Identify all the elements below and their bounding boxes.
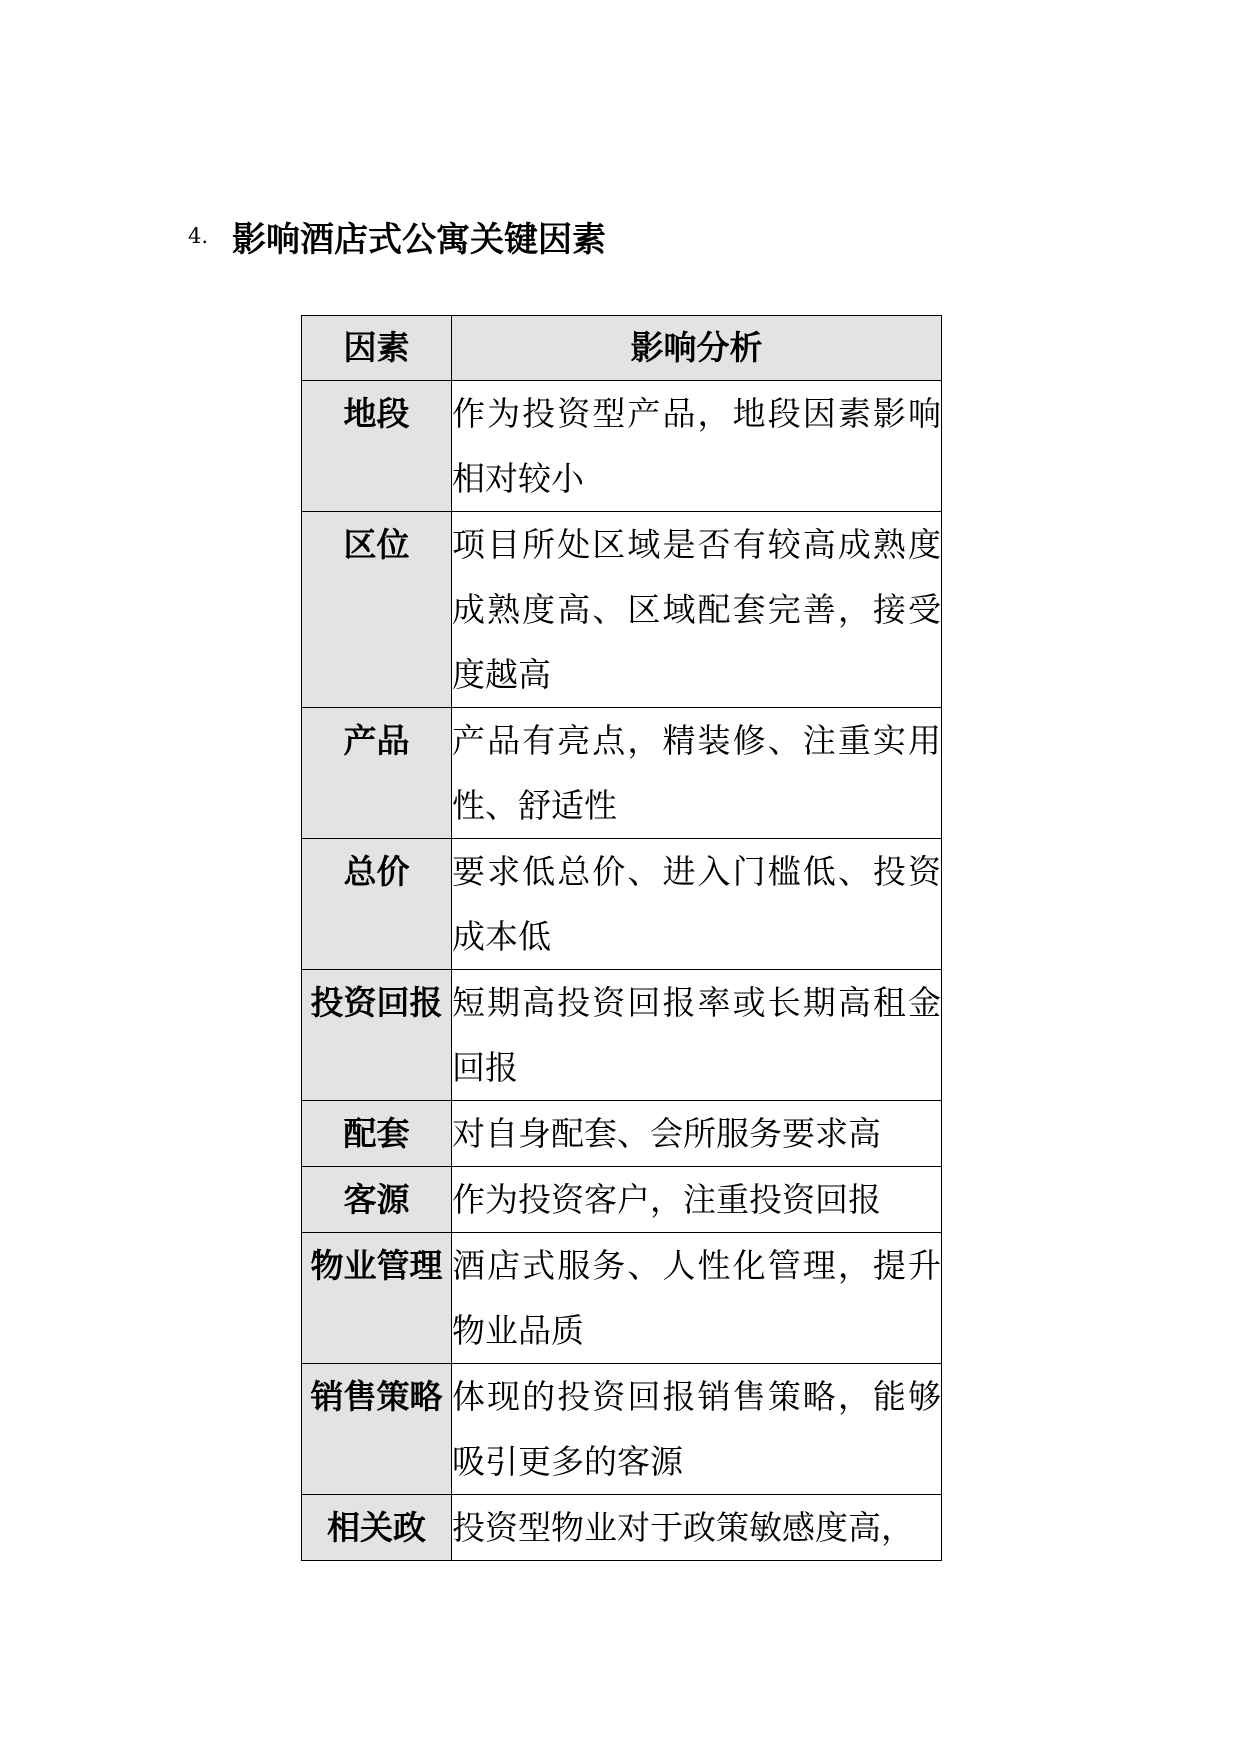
factor-cell: 区位 [302, 512, 452, 708]
table-row [302, 970, 942, 1101]
section-title: 影响酒店式公寓关键因素 [232, 219, 606, 260]
analysis-cell: 短期高投资回报率或长期高租金回报 [452, 970, 942, 1101]
table-row [302, 381, 942, 512]
analysis-cell: 项目所处区域是否有较高成熟度成熟度高、区域配套完善，接受度越高 [452, 512, 942, 708]
analysis-cell: 作为投资型产品，地段因素影响相对较小 [452, 381, 942, 512]
analysis-cell: 产品有亮点，精装修、注重实用性、舒适性 [452, 708, 942, 839]
table-row [302, 1233, 942, 1364]
analysis-cell: 对自身配套、会所服务要求高 [452, 1101, 942, 1167]
table-row [302, 512, 942, 708]
table-row [302, 1495, 942, 1561]
factor-cell: 产品 [302, 708, 452, 839]
factors-table [301, 315, 942, 1561]
factor-cell: 地段 [302, 381, 452, 512]
table-row [302, 708, 942, 839]
table-row [302, 839, 942, 970]
factor-cell: 总价 [302, 839, 452, 970]
table-row [302, 1167, 942, 1233]
section-number: 4. [188, 224, 209, 248]
factor-cell: 投资回报 [302, 970, 452, 1101]
table-header-row [302, 316, 942, 381]
analysis-cell: 投资型物业对于政策敏感度高， [452, 1495, 942, 1561]
factor-cell: 相关政 [302, 1495, 452, 1561]
section-heading [188, 210, 606, 262]
analysis-cell: 体现的投资回报销售策略，能够吸引更多的客源 [452, 1364, 942, 1495]
analysis-cell: 作为投资客户，注重投资回报 [452, 1167, 942, 1233]
factor-cell: 销售策略 [302, 1364, 452, 1495]
table-row [302, 1364, 942, 1495]
header-analysis: 影响分析 [452, 316, 942, 381]
table-row [302, 1101, 942, 1167]
factor-cell: 客源 [302, 1167, 452, 1233]
factor-cell: 物业管理 [302, 1233, 452, 1364]
header-factor: 因素 [302, 316, 452, 381]
analysis-cell: 酒店式服务、人性化管理，提升物业品质 [452, 1233, 942, 1364]
factor-cell: 配套 [302, 1101, 452, 1167]
analysis-cell: 要求低总价、进入门槛低、投资成本低 [452, 839, 942, 970]
